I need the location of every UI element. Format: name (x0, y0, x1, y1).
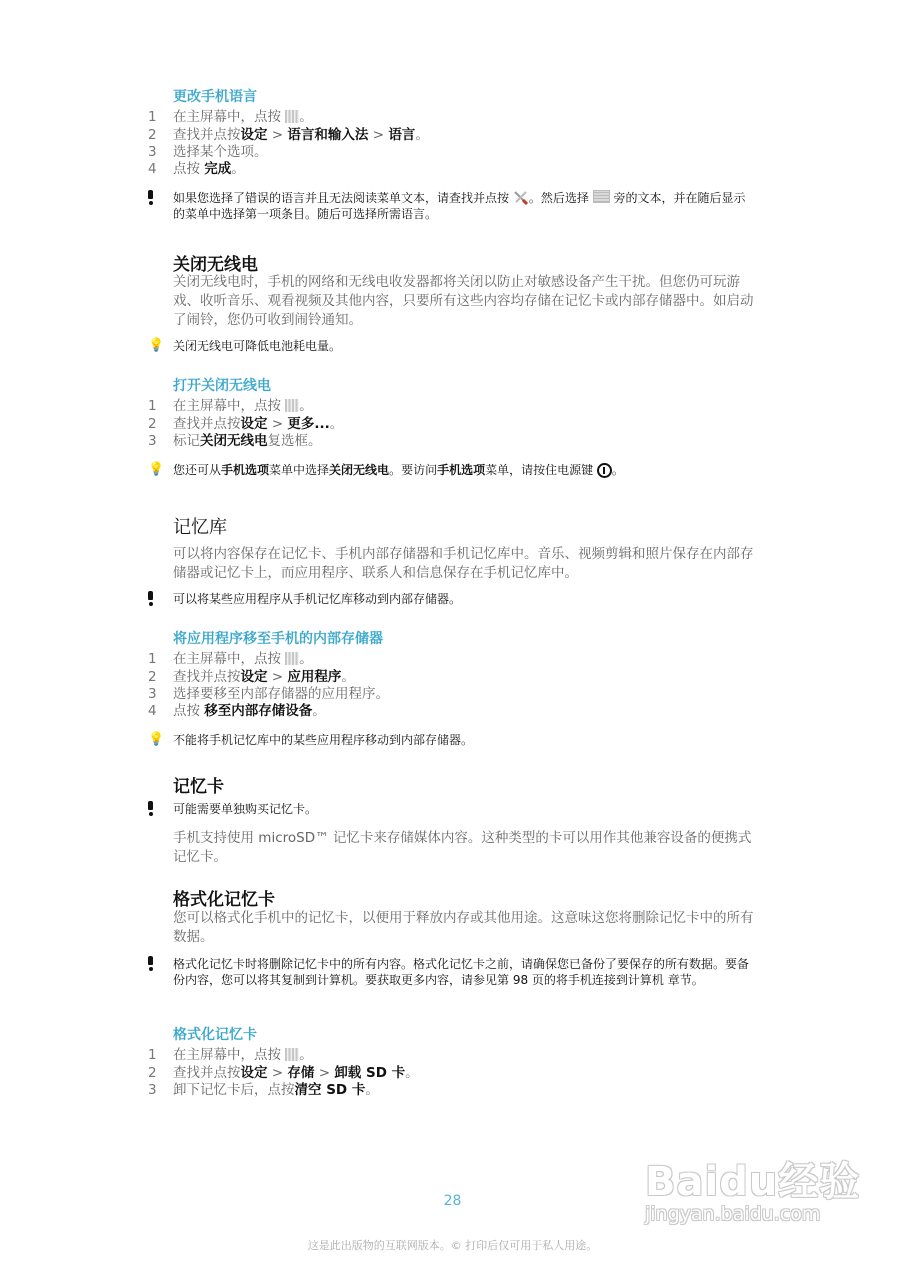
step-3 (148, 686, 389, 703)
step-number: 4 (148, 161, 157, 177)
step-text: 查找并点按 (173, 416, 241, 432)
tip-note (148, 338, 753, 354)
apps-grid-icon (285, 110, 299, 123)
step-text: 在主屏幕中，点按 (173, 651, 286, 667)
menu-path-language: 语言 (388, 127, 416, 143)
step-text: 。 (312, 703, 326, 719)
exclamation-icon (148, 190, 153, 204)
watermark-brand: Baidu经验 (645, 1159, 861, 1205)
step-text: 。 (299, 398, 313, 414)
erase-sd-label: 清空 SD 卡 (294, 1082, 366, 1098)
tip-text: 菜单，请按住电源键 (485, 463, 597, 477)
heading-airplane-mode: 关闭无线电 (173, 255, 258, 275)
step-number: 1 (148, 398, 157, 414)
settings-tools-icon (513, 190, 529, 205)
memory-description: 可以将内容保存在记忆卡、手机内部存储器和手机记忆库中。音乐、视频剪辑和照片保存在内部存储器或记忆卡上，而应用程序、联系人和信息保存在手机记忆库中。 (173, 546, 754, 581)
step-text: 。 (341, 669, 355, 685)
heading-format-card: 格式化记忆卡 (173, 890, 275, 910)
apps-grid-icon (285, 652, 299, 665)
step-text: 查找并点按 (173, 669, 241, 685)
step-number: 2 (148, 1065, 157, 1081)
memory-card-description: 手机支持使用 microSD™ 记忆卡来存储媒体内容。这种类型的卡可以用作其他兼容设备的便携式记忆卡。 (173, 830, 752, 865)
step-3 (148, 433, 322, 450)
step-text: 点按 (173, 703, 205, 719)
move-to-internal-label: 移至内部存储设备 (204, 703, 313, 719)
format-card-description: 您可以格式化手机中的记忆卡，以便用于释放内存或其他用途。这意味这您将删除记忆卡中的所有数据。 (173, 910, 754, 945)
step-2 (148, 669, 355, 686)
step-2 (148, 416, 343, 433)
airplane-checkbox-label: 关闭无线电 (200, 433, 268, 449)
step-text: 在主屏幕中，点按 (173, 398, 286, 414)
menu-path-storage: 存储 (287, 1065, 315, 1081)
warning-note (148, 190, 753, 222)
path-separator: > (267, 669, 288, 685)
menu-path-apps: 应用程序 (287, 669, 342, 685)
heading-memory: 记忆库 (173, 517, 227, 538)
step-3 (148, 144, 268, 161)
step-text: 。 (405, 1065, 419, 1081)
step-text: 查找并点按 (173, 1065, 241, 1081)
footer-notice: 这是此出版物的互联网版本。© 打印后仅可用于私人用途。 (307, 1239, 598, 1252)
path-separator: > (267, 1065, 288, 1081)
step-number: 1 (148, 1047, 157, 1063)
path-separator: > (368, 127, 389, 143)
step-number: 3 (148, 144, 157, 160)
lightbulb-icon: 💡 (148, 338, 165, 353)
step-text: 标记 (173, 433, 200, 449)
note-text: 如果您选择了错误的语言并且无法阅读菜单文本，请查找并点按 (173, 191, 513, 205)
phone-options-label: 手机选项 (437, 463, 486, 477)
path-separator: > (314, 1065, 335, 1081)
airplane-mode-label: 关闭无线电 (329, 463, 390, 477)
menu-path-language-input: 语言和输入法 (287, 127, 369, 143)
tip-text: 。要访问 (389, 463, 438, 477)
tip-note (148, 462, 753, 478)
step-text: 卸下记忆卡后，点按 (173, 1082, 295, 1098)
exclamation-icon (148, 591, 153, 605)
tip-text: 。 (611, 463, 624, 477)
tip-text: 关闭无线电可降低电池耗电量。 (173, 339, 342, 353)
step-number: 3 (148, 433, 157, 449)
warning-note (148, 591, 753, 609)
tip-text: 您还可从 (173, 463, 222, 477)
step-number: 3 (148, 1082, 157, 1098)
tip-note (148, 732, 753, 748)
menu-path-more: 更多... (287, 416, 330, 432)
step-text: 选择某个选项。 (173, 144, 268, 160)
step-1 (148, 651, 313, 668)
path-separator: > (267, 416, 288, 432)
baidu-watermark (645, 1150, 865, 1250)
step-number: 1 (148, 109, 157, 125)
step-text: 在主屏幕中，点按 (173, 109, 286, 125)
watermark-url: jingyan.baidu.com (645, 1203, 821, 1225)
step-4 (148, 161, 245, 178)
subheading-change-language: 更改手机语言 (173, 89, 257, 105)
step-2 (148, 127, 429, 144)
step-2 (148, 1065, 419, 1082)
step-4 (148, 703, 326, 720)
warning-note (148, 801, 753, 819)
step-text: 查找并点按 (173, 127, 241, 143)
power-icon (597, 463, 612, 478)
step-1 (148, 1047, 313, 1064)
warning-note (148, 956, 753, 988)
step-text: 。 (299, 109, 313, 125)
step-number: 3 (148, 686, 157, 702)
page-number: 28 (443, 1193, 462, 1209)
airplane-mode-description: 关闭无线电时，手机的网络和无线电收发器都将关闭以防止对敏感设备产生干扰。但您仍可玩游戏、收听音乐、观看视频及其他内容，只要所有这些内容均存储在记忆卡或内部存储器中。如启动了闹铃，您仍可收到闹铃通知。 (173, 274, 754, 328)
done-label: 完成 (204, 161, 232, 177)
step-1 (148, 109, 313, 126)
step-number: 2 (148, 416, 157, 432)
step-text: 点按 (173, 161, 205, 177)
apps-grid-icon (285, 399, 299, 412)
step-1 (148, 398, 313, 415)
exclamation-icon (148, 956, 153, 970)
step-number: 4 (148, 703, 157, 719)
menu-path-unmount-sd: 卸载 SD 卡 (334, 1065, 406, 1081)
step-text: 。 (231, 161, 245, 177)
step-text: 。 (415, 127, 429, 143)
step-text: 。 (299, 1047, 313, 1063)
note-text: 旁的文本，并在随后显示的菜单中选择第一项条目。随后可选择所需语言。 (173, 191, 746, 221)
subheading-format-card: 格式化记忆卡 (173, 1027, 257, 1043)
step-text: 。 (365, 1082, 379, 1098)
subheading-move-apps: 将应用程序移至手机的内部存储器 (173, 631, 383, 647)
step-text: 在主屏幕中，点按 (173, 1047, 286, 1063)
step-number: 2 (148, 127, 157, 143)
note-text: 可能需要单独购买记忆卡。 (173, 802, 318, 816)
step-text: 选择要移至内部存储器的应用程序。 (173, 686, 389, 702)
exclamation-icon (148, 801, 153, 815)
phone-options-label: 手机选项 (221, 463, 270, 477)
step-number: 2 (148, 669, 157, 685)
menu-path-settings: 设定 (240, 127, 268, 143)
note-text: 格式化记忆卡时将删除记忆卡中的所有内容。格式化记忆卡之前，请确保您已备份了要保存的所有数据。要备份内容，您可以将其复制到计算机。要获取更多内容，请参见第 98 页的将手机连接到计算机 章节。 (173, 957, 750, 987)
apps-grid-icon (285, 1048, 299, 1061)
note-text: 可以将某些应用程序从手机记忆库移动到内部存储器。 (173, 592, 462, 606)
tip-text: 不能将手机记忆库中的某些应用程序移动到内部存储器。 (173, 733, 474, 747)
subheading-toggle-airplane: 打开关闭无线电 (173, 378, 271, 394)
keyboard-icon (593, 190, 610, 203)
menu-path-settings: 设定 (240, 1065, 268, 1081)
menu-path-settings: 设定 (240, 669, 268, 685)
step-3 (148, 1082, 379, 1099)
step-text: 。 (329, 416, 344, 432)
note-text: 。然后选择 (528, 191, 593, 205)
path-separator: > (267, 127, 288, 143)
lightbulb-icon: 💡 (148, 732, 165, 747)
menu-path-settings: 设定 (240, 416, 268, 432)
step-text: 。 (299, 651, 313, 667)
lightbulb-icon: 💡 (148, 462, 165, 477)
step-number: 1 (148, 651, 157, 667)
heading-memory-card: 记忆卡 (173, 777, 224, 797)
step-text: 复选框。 (267, 433, 322, 449)
tip-text: 菜单中选择 (269, 463, 330, 477)
